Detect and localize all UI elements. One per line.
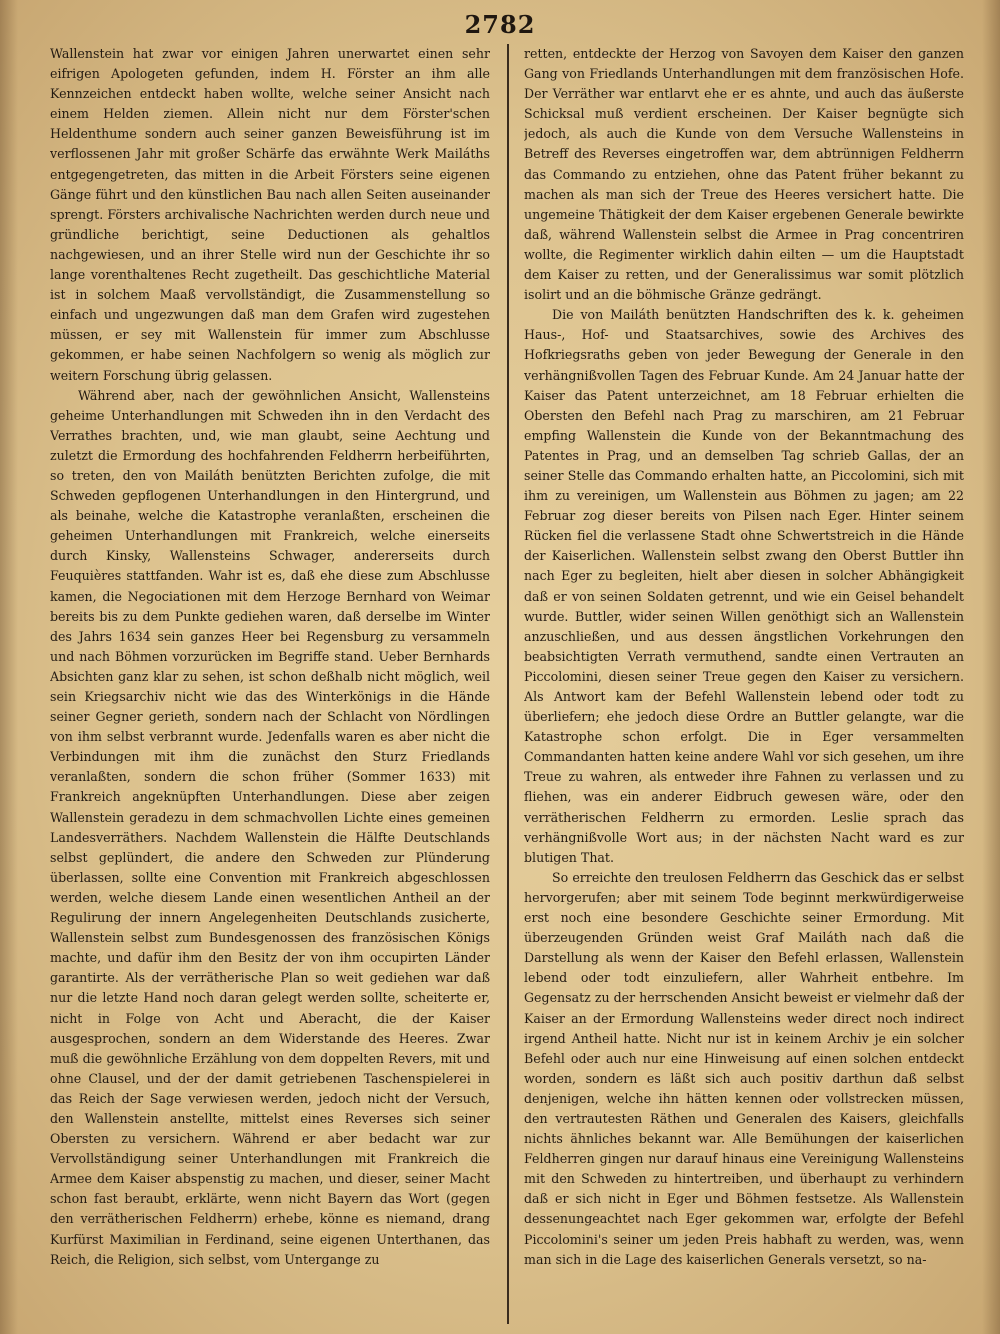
page-edge-shadow-right: [982, 0, 1000, 1334]
paragraph: Wallenstein hat zwar vor einigen Jahren unerwartet einen sehr eifrigen Apologeten gefunden, indem H. Förster an ihm alle Kennzeichen entdeckt haben wollte, welche seiner Ansicht nach einem Helden ziemen. Allein nicht nur dem Förster'schen Heldenthume sondern auch seiner ganzen Beweisführung ist im verflossenen Jahr mit großer Schärfe das erwähnte Werk Mailáths entgegengetreten, das mitten in die Arbeit Försters seine eigenen Gänge führt und den künstlichen Bau nach allen Seiten auseinander sprengt. Försters archivalische Nachrichten werden durch neue und gründliche berichtigt, seine Deductionen als gehaltlos nachgewiesen, und an ihrer Stelle wird nun der Geschichte ihr so lange vorenthaltenes Recht zugetheilt. Das geschichtliche Material ist in solchem Maaß vervollständigt, die Zusammenstellung so einfach und ungezwungen daß man dem Grafen wird zugestehen müssen, er sey mit Wallenstein für immer zum Abschlusse gekommen, er habe seinen Nachfolgern so wenig als möglich zur weitern Forschung übrig gelassen.: [50, 46, 490, 383]
paragraph: So erreichte den treulosen Feldherrn das Geschick das er selbst hervorgerufen; aber mit seinem Tode beginnt merkwürdigerweise erst noch eine besondere Geschichte seiner Ermordung. Mit überzeugenden Gründen weist Graf Mailáth nach daß die Darstellung als wenn der Kaiser den Befehl erlassen, Wallenstein lebend oder todt einzuliefern, aller Wahrheit entbehre. Im Gegensatz zu der herrschenden Ansicht beweist er vielmehr daß der Kaiser an der Ermordung Wallensteins weder direct noch indirect irgend Antheil hatte. Nicht nur ist in keinem Archiv je ein solcher Befehl oder auch nur eine Hinweisung auf einen solchen entdeckt worden, sondern es läßt sich auch positiv darthun daß selbst denjenigen, welche ihn hätten kennen oder vollstrecken müssen, den vertrautesten Räthen und Generalen des Kaisers, gleichfalls nichts ähnliches bekannt war. Alle Bemühungen der kaiserlichen Feldherren gingen nur darauf hinaus eine Vereinigung Wallensteins mit den Schweden zu hintertreiben, und überhaupt zu verhindern daß er sich nicht in Eger und Böhmen festsetze. Als Wallenstein dessenungeachtet nach Eger gekommen war, erfolgte der Befehl Piccolomini's seiner um jeden Preis habhaft zu werden, was, wenn man sich in die Lage des kaiserlichen Generals versetzt, so na-: [524, 869, 964, 1267]
column-divider: [507, 44, 509, 1324]
paragraph: Die von Mailáth benützten Handschriften des k. k. geheimen Haus-, Hof- und Staatsarchives, sowie des Archives des Hofkriegsraths geben von jeder Bewegung der Generale in den verhängnißvollen Tagen des Februar Kunde. Am 24 Januar hatte der Kaiser das Patent unterzeichnet, am 18 Februar erhielten die Obersten den Befehl nach Prag zu marschiren, am 21 Februar empfing Wallenstein die Kunde von der Bekanntmachung des Patentes in Prag, und an demselben Tag schrieb Gallas, der an seiner Stelle das Commando erhalten hatte, an Piccolomini, sich mit ihm zu vereinigen, um Wallenstein aus Böhmen zu jagen; am 22 Februar zog dieser bereits von Pilsen nach Eger. Hinter seinem Rücken fiel die verlassene Stadt ohne Schwertstreich in die Hände der Kaiserlichen. Wallenstein selbst zwang den Oberst Buttler ihn nach Eger zu begleiten, hielt aber diesen in solcher Abhängigkeit daß er von seinen Soldaten getrennt, und wie ein Geisel behandelt wurde. Buttler, wider seinen Willen genöthigt sich an Wallenstein anzuschließen, und aus dessen ängstlichen Vorkehrungen den beabsichtigten Verrath vermuthend, sandte einen Vertrauten an Piccolomini, diesen seiner Treue gegen den Kaiser zu versichern. Als Antwort kam der Befehl Wallenstein lebend oder todt zu überliefern; ehe jedoch diese Ordre an Buttler gelangte, war die Katastrophe schon erfolgt. Die in Eger versammelten Commandanten hatten keine andere Wahl vor sich gesehen, um ihre Treue zu wahren, als entweder ihre Fahnen zu verlassen und zu fliehen, was ein anderer Eidbruch gewesen wäre, oder den verrätherischen Feldherrn zu ermorden. Leslie sprach das verhängnißvolle Wort aus; in der nächsten Nacht ward es zur blutigen That.: [524, 307, 964, 865]
right-column: [524, 44, 964, 1324]
left-column: [50, 44, 490, 1324]
paragraph: retten, entdeckte der Herzog von Savoyen dem Kaiser den ganzen Gang von Friedlands Unterhandlungen mit dem französischen Hofe. Der Verräther war entlarvt ehe er es ahnte, und auch das äußerste Schicksal muß verdient erscheinen. Der Kaiser begnügte sich jedoch, als auch die Kunde von dem Versuche Wallensteins in Betreff des Reverses eingetroffen war, dem abtrünnigen Feldherrn das Commando zu entziehen, ohne das Patent früher bekannt zu machen als man sich der Treue des Heeres versichert hatte. Die ungemeine Thätigkeit der dem Kaiser ergebenen Generale bewirkte daß, während Wallenstein selbst die Armee in Prag concentriren wollte, die Regimenter wirklich dahin eilten — um die Hauptstadt dem Kaiser zu retten, und der Generalissimus war somit plötzlich isolirt und an die böhmische Gränze gedrängt.: [524, 46, 964, 303]
page-number: 2782: [464, 10, 536, 39]
page-edge-shadow-left: [0, 0, 18, 1334]
paragraph: Während aber, nach der gewöhnlichen Ansicht, Wallensteins geheime Unterhandlungen mit Schweden ihn in den Verdacht des Verrathes brachten, und, wie man glaubt, seine Aechtung und zuletzt die Ermordung des hochfahrenden Feldherrn herbeiführten, so treten, den von Mailáth benützten Berichten zufolge, die mit Schweden gepflogenen Unterhandlungen in den Hintergrund, und als beinahe, welche die Katastrophe veranlaßten, erscheinen die geheimen Unterhandlungen mit Frankreich, welche einerseits durch Kinsky, Wallensteins Schwager, andererseits durch Feuquières stattfanden. Wahr ist es, daß ehe diese zum Abschlusse kamen, die Negociationen mit dem Herzoge Bernhard von Weimar bereits bis zu dem Punkte gediehen waren, daß derselbe im Winter des Jahrs 1634 sein ganzes Heer bei Regensburg zu versammeln und nach Böhmen vorzurücken im Begriffe stand. Ueber Bernhards Absichten ganz klar zu sehen, ist schon deßhalb nicht möglich, weil sein Kriegsarchiv nicht wie das des Winterkönigs in die Hände seiner Gegner gerieth, sondern nach der Schlacht von Nördlingen von ihm selbst verbrannt wurde. Jedenfalls waren es aber nicht die Verbindungen mit ihm die zunächst den Sturz Friedlands veranlaßten, sondern die schon früher (Sommer 1633) mit Frankreich angeknüpften Unterhandlungen. Diese aber zeigen Wallenstein geradezu in dem schmachvollen Lichte eines gemeinen Landesverräthers. Nachdem Wallenstein die Hälfte Deutschlands selbst geplündert, die andere den Schweden zur Plünderung überlassen, sollte eine Convention mit Frankreich abgeschlossen werden, welche diesem Lande einen wesentlichen Antheil an der Regulirung der innern Angelegenheiten Deutschlands zusicherte, Wallenstein selbst zum Bundesgenossen des französischen Königs machte, und dafür ihm den Besitz der von ihm occupirten Länder garantirte. Als der verrätherische Plan so weit gediehen war daß nur die letzte Hand noch daran gelegt werden sollte, scheiterte er, nicht in Folge von Acht und Aberacht, die der Kaiser ausgesprochen, sondern an dem Widerstande des Heeres. Zwar muß die gewöhnliche Erzählung von dem doppelten Revers, mit und ohne Clausel, und der der damit getriebenen Taschenspielerei in das Reich der Sage verwiesen werden, jedoch nicht der Versuch, den Wallenstein anstellte, mittelst eines Reverses sich seiner Obersten zu versichern. Während er aber bedacht war zur Vervollständigung seiner Unterhandlungen mit Frankreich die Armee dem Kaiser abspenstig zu machen, und dieser, seiner Macht schon fast beraubt, erklärte, wenn nicht Bayern das Wort (gegen den verrätherischen Feldherrn) erhebe, könne es niemand, drang Kurfürst Maximilian in Ferdinand, seine eigenen Unterthanen, das Reich, die Religion, sich selbst, vom Untergange zu: [50, 387, 490, 1267]
